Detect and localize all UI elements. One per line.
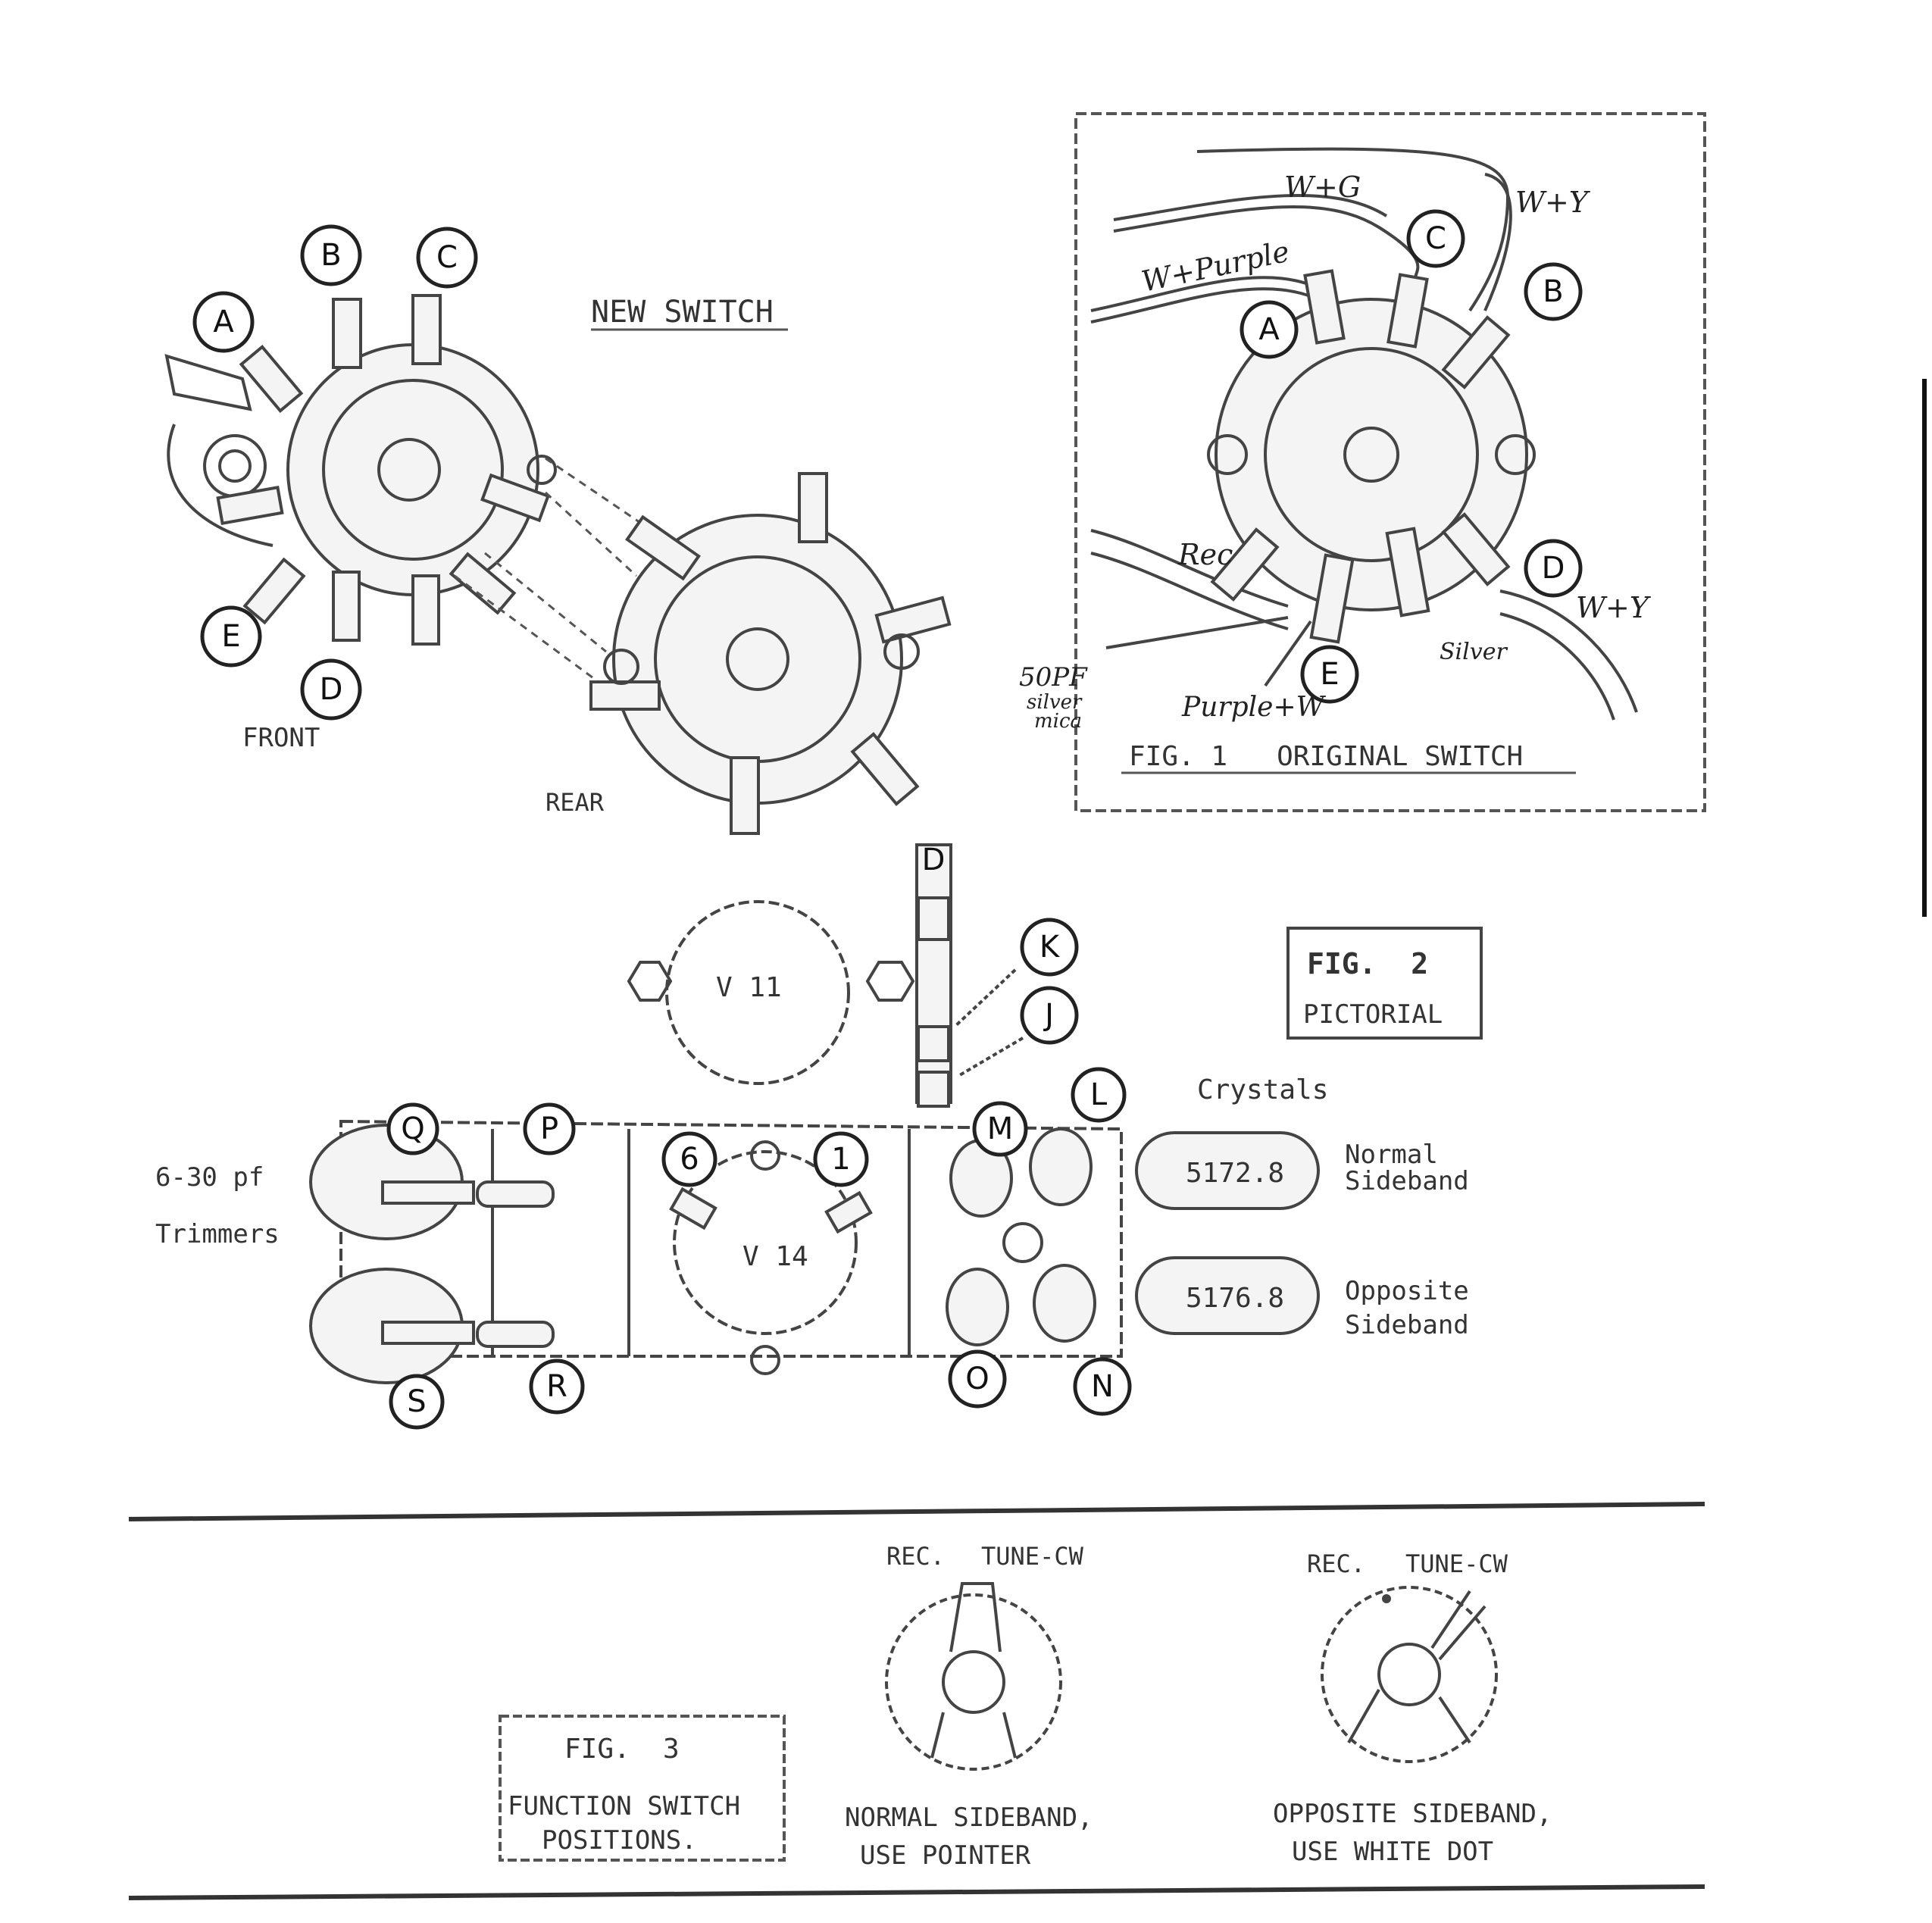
fig3-box-line2: FUNCTION SWITCH xyxy=(508,1791,741,1821)
divider-bottom xyxy=(129,1887,1705,1898)
cap-label-50pf: 50PF xyxy=(1019,662,1087,693)
marker-1-label: 1 xyxy=(831,1142,851,1177)
marker-m-label: M xyxy=(986,1112,1014,1146)
marker-6-label: 6 xyxy=(680,1142,699,1177)
crystals-heading: Crystals xyxy=(1197,1074,1329,1105)
marker-q-label: Q xyxy=(401,1112,425,1146)
fig1-lug-e-label: E xyxy=(1320,657,1340,692)
marker-l-label: L xyxy=(1089,1077,1108,1112)
fig3-box-title: FIG. 3 xyxy=(564,1734,680,1765)
fig1-caption: FIG. 1 ORIGINAL SWITCH xyxy=(1129,741,1524,772)
fig1-lug-d-label: D xyxy=(1541,551,1565,586)
lug-b-label: B xyxy=(320,238,342,273)
marker-s-label: S xyxy=(407,1384,427,1419)
crystal2-label-line2: Sideband xyxy=(1345,1310,1469,1340)
marker-r-label: R xyxy=(546,1369,567,1404)
crystal2-freq: 5176.8 xyxy=(1186,1283,1285,1314)
wire-label-w-purple: W+Purple xyxy=(1138,234,1293,299)
knob2-caption-line1: OPPOSITE SIDEBAND, xyxy=(1273,1799,1552,1829)
rear-label: REAR xyxy=(546,788,605,817)
divider-top xyxy=(129,1504,1705,1519)
trimmers-value: 6-30 pf xyxy=(155,1162,264,1193)
tube-v14-label: V 14 xyxy=(742,1241,808,1272)
fig1-original-switch xyxy=(1076,114,1705,811)
knob1-rec-label: REC. xyxy=(886,1542,946,1571)
wire-label-purple-w: Purple+W xyxy=(1182,692,1324,723)
tube-v11-label: V 11 xyxy=(716,972,782,1003)
knob2-caption-line2: USE WHITE DOT xyxy=(1292,1837,1494,1867)
marker-n-label: N xyxy=(1091,1369,1114,1404)
wire-label-wy-top: W+Y xyxy=(1515,186,1588,219)
lug-d-label: D xyxy=(319,672,343,707)
cap-label-silver: silver xyxy=(1027,691,1082,714)
fig1-lug-c-label: C xyxy=(1425,221,1446,256)
front-label: FRONT xyxy=(242,723,320,753)
marker-d-label: D xyxy=(921,843,946,877)
trimmers-label: Trimmers xyxy=(155,1219,280,1249)
crystal1-label-line2: Sideband xyxy=(1345,1166,1469,1196)
crystal1-freq: 5172.8 xyxy=(1186,1158,1285,1189)
fig3-box-line3: POSITIONS. xyxy=(542,1825,697,1856)
fig1-lug-b-label: B xyxy=(1543,274,1564,309)
lug-a-label: A xyxy=(213,305,234,339)
fig2-box-title: FIG. 2 xyxy=(1307,947,1429,980)
marker-j-label: J xyxy=(1045,998,1054,1033)
knob1-tune-label: TUNE-CW xyxy=(981,1542,1083,1571)
marker-k-label: K xyxy=(1039,930,1060,965)
lug-e-label: E xyxy=(221,619,241,654)
marker-o-label: O xyxy=(965,1362,989,1396)
cap-label-mica: mica xyxy=(1034,710,1083,733)
knob2-tune-label: TUNE-CW xyxy=(1405,1549,1508,1578)
crystal2-label-line1: Opposite xyxy=(1345,1276,1469,1306)
new-switch-title: NEW SWITCH xyxy=(591,295,774,330)
fig2-box-subtitle: PICTORIAL xyxy=(1303,999,1443,1030)
new-switch-rear xyxy=(591,474,949,833)
wire-label-wy-right: W+Y xyxy=(1576,591,1649,624)
knob2-rec-label: REC. xyxy=(1307,1549,1366,1578)
marker-p-label: P xyxy=(539,1112,559,1146)
knob1-caption-line1: NORMAL SIDEBAND, xyxy=(845,1803,1093,1833)
wire-label-silver: Silver xyxy=(1440,639,1507,665)
knob1-caption-line2: USE POINTER xyxy=(860,1840,1031,1871)
fig3-function-switch xyxy=(500,1542,1552,1871)
wire-label-rec: Rec xyxy=(1178,538,1233,571)
crystal1-label-line1: Normal xyxy=(1345,1140,1438,1170)
wire-label-wg: W+G xyxy=(1284,170,1361,204)
fig1-lug-a-label: A xyxy=(1258,312,1280,347)
fig2-pictorial xyxy=(155,843,1481,1427)
lug-c-label: C xyxy=(436,240,458,275)
